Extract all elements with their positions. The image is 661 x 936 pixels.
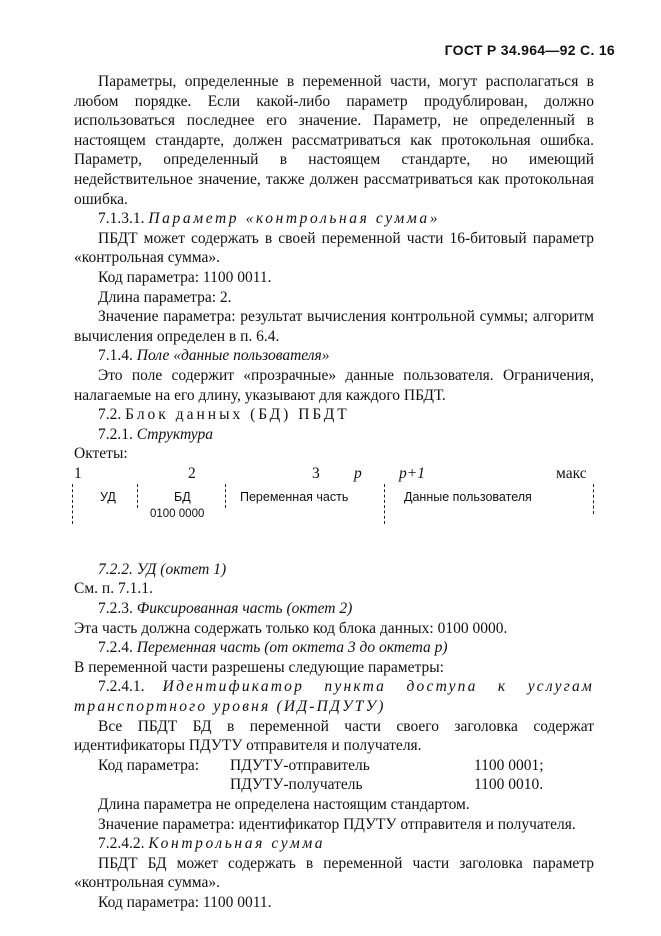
divider-line [137, 484, 138, 508]
octet-number: 2 [188, 464, 196, 482]
paragraph: Значение параметра: результат вычисления контрольной суммы; алгоритм вычисления определен в п. 6.4. [74, 308, 594, 345]
section-7-2-4-heading [74, 638, 594, 658]
cell-variable-part: Переменная часть [240, 489, 349, 504]
divider-line [72, 484, 73, 524]
page-header: ГОСТ Р 34.964—92 С. 16 [444, 42, 615, 58]
section-title: Параметр «контрольная сумма» [148, 210, 441, 228]
section-number: 7.2.4.1. [98, 678, 145, 696]
section-number: 7.2. [98, 406, 122, 424]
code-row [74, 775, 594, 795]
section-7-1-4-heading [74, 346, 594, 366]
section-title: Фиксированная часть (октет 2) [136, 600, 353, 618]
paragraph: Длина параметра: 2. [98, 288, 232, 306]
cell-bd-value: 0100 0000 [150, 507, 205, 520]
octet-number: 3 [312, 464, 320, 482]
section-7-2-1-heading [74, 425, 594, 445]
section-title: Идентификатор пункта доступа к услугам транспортного уровня (ИД-ПДУТУ) [74, 678, 595, 716]
octet-structure-diagram [74, 464, 594, 560]
section-number: 7.2.3. [98, 600, 133, 618]
intro-paragraph: Параметры, определенные в переменной части, могут располагаться в любом порядке. Если какой-либо параметр продублирован, должно использоваться последнее его значение. Параметр, не определенный в настоящем стандарте, должен рассматриваться как протокольная ошибка. Параметр, определенный в настоящем стандарте, но имеющий недействительное значение, также должен рассматриваться как протокольная ошибка. [74, 73, 594, 208]
octets-label: Октеты: [74, 445, 128, 463]
section-7-2-4-2-heading [74, 834, 594, 854]
octet-number: p [354, 464, 362, 482]
section-7-2-4-1-heading [74, 677, 594, 716]
section-title: Контрольная сумма [148, 835, 326, 853]
paragraph: Код параметра: 1100 0011. [98, 893, 272, 911]
paragraph: Значение параметра: идентификатор ПДУТУ отправителя и получателя. [98, 815, 576, 833]
paragraph: ПБДТ может содержать в своей переменной части 16-битовый параметр «контрольная сумма». [74, 229, 594, 267]
divider-line [593, 484, 594, 514]
section-7-1-3-1-heading [74, 209, 594, 229]
section-7-2-2-heading [74, 560, 594, 580]
section-title: Блок данных (БД) ПБДТ [125, 406, 350, 424]
code-value: 1100 0010. [474, 776, 544, 794]
paragraph: ПБДТ БД может содержать в переменной части заголовка параметр «контрольная сумма». [74, 854, 594, 892]
code-name: ПДУТУ-отправитель [230, 756, 370, 774]
cell-user-data: Данные пользователя [404, 489, 532, 504]
paragraph: Длина параметра не определена настоящим стандартом. [98, 796, 470, 813]
code-label: Код параметра: [98, 756, 200, 774]
paragraph: В переменной части разрешены следующие параметры: [74, 658, 444, 676]
section-number: 7.2.1. [98, 425, 133, 443]
section-number: 7.1.3.1. [98, 210, 145, 228]
divider-line [225, 484, 226, 508]
paragraph: См. п. 7.1.1. [74, 580, 153, 598]
divider-line [384, 484, 385, 524]
section-number: 7.1.4. [98, 347, 133, 365]
paragraph: Эта часть должна содержать только код блока данных: 0100 0000. [74, 619, 508, 637]
section-title: Структура [136, 425, 213, 443]
document-body [74, 72, 594, 913]
paragraph: Код параметра: 1100 0011. [98, 268, 272, 286]
cell-ud: УД [100, 489, 116, 504]
octet-number: макс [556, 464, 587, 482]
code-value: 1100 0001; [474, 756, 544, 774]
section-number: 7.2.2. [98, 560, 133, 578]
section-title: УД (октет 1) [136, 560, 227, 578]
section-number: 7.2.4. [98, 639, 133, 657]
code-row [74, 756, 594, 776]
octet-number: 1 [74, 464, 82, 482]
code-name: ПДУТУ-получатель [230, 776, 363, 794]
section-7-2-3-heading [74, 599, 594, 619]
section-number: 7.2.4.2. [98, 835, 145, 853]
section-title: Поле «данные пользователя» [136, 347, 330, 365]
cell-bd: БД [174, 489, 191, 504]
paragraph: Все ПБДТ БД в переменной части своего заголовка содержат идентификаторы ПДУТУ отправителя и получателя. [74, 717, 594, 755]
paragraph: Это поле содержит «прозрачные» данные пользователя. Ограничения, налагаемые на его длину, указывают для каждого ПБДТ. [74, 366, 594, 404]
section-7-2-heading [74, 405, 594, 425]
section-title: Переменная часть (от октета 3 до октета p) [136, 639, 448, 657]
octet-number: p+1 [399, 464, 425, 482]
